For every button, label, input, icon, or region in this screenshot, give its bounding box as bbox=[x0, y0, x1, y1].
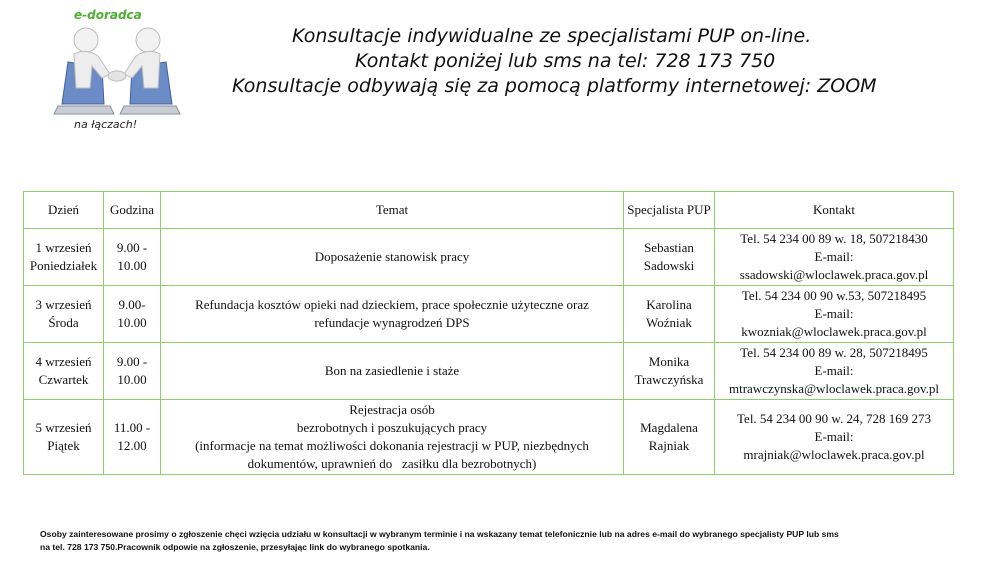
contact-cell: Tel. 54 234 00 90 w.53, 507218495 E-mail: kwozniak@wloclawek.praca.gov.pl bbox=[715, 286, 954, 343]
table-row bbox=[24, 229, 954, 286]
day-cell: 4 wrzesień Czwartek bbox=[24, 343, 104, 400]
footer-note bbox=[40, 528, 980, 554]
header-topic: Temat bbox=[161, 192, 624, 229]
header-line-2: Kontakt poniżej lub sms na tel: 728 173 750 bbox=[355, 50, 776, 72]
header-line-3: Konsultacje odbywają się za pomocą platformy internetowej: ZOOM bbox=[232, 75, 877, 97]
footer-line-2: na tel. 728 173 750.Pracownik odpowie na zgłoszenie, przesyłając link do wybranego spotkania. bbox=[40, 542, 430, 552]
handshake-laptops-icon bbox=[44, 26, 190, 118]
email-link[interactable]: ssadowski@wloclawek.praca.gov.pl bbox=[739, 267, 929, 282]
hour-cell: 9.00 - 10.00 bbox=[104, 229, 161, 286]
footer-line-1: Osoby zainteresowane prosimy o zgłoszenie chęci wzięcia udziału w konsultacji w wybranym terminie i na wskazany temat telefonicznie lub na adres e-mail do wybranego specjalisty PUP lub sms bbox=[40, 529, 839, 539]
specialist-cell: Karolina Woźniak bbox=[624, 286, 715, 343]
table-row bbox=[24, 400, 954, 475]
specialist-cell: Sebastian Sadowski bbox=[624, 229, 715, 286]
table-header-row bbox=[24, 192, 954, 229]
hour-cell: 11.00 - 12.00 bbox=[104, 400, 161, 475]
table-row bbox=[24, 343, 954, 400]
topic-cell: Refundacja kosztów opieki nad dzieckiem, prace społecznie użyteczne oraz refundacje wynagrodzeń DPS bbox=[161, 286, 624, 343]
email-link[interactable]: kwozniak@wloclawek.praca.gov.pl bbox=[741, 324, 927, 339]
hour-cell: 9.00 - 10.00 bbox=[104, 343, 161, 400]
e-doradca-logo bbox=[44, 8, 190, 138]
page-header bbox=[200, 24, 1000, 99]
specialist-cell: Monika Trawczyńska bbox=[624, 343, 715, 400]
day-cell: 5 wrzesień Piątek bbox=[24, 400, 104, 475]
email-link[interactable]: mtrawczynska@wloclawek.praca.gov.pl bbox=[728, 381, 940, 396]
logo-subtitle: na łączach! bbox=[74, 118, 138, 131]
logo-title: e-doradca bbox=[74, 8, 142, 22]
header-day: Dzień bbox=[24, 192, 104, 229]
hour-cell: 9.00- 10.00 bbox=[104, 286, 161, 343]
contact-cell: Tel. 54 234 00 90 w. 24, 728 169 273 E-mail: mrajniak@wloclawek.praca.gov.pl bbox=[715, 400, 954, 475]
day-cell: 3 wrzesień Środa bbox=[24, 286, 104, 343]
header-line-1: Konsultacje indywidualne ze specjalistami PUP on-line. bbox=[292, 25, 812, 47]
email-link[interactable]: mrajniak@wloclawek.praca.gov.pl bbox=[743, 447, 925, 462]
topic-cell: Doposażenie stanowisk pracy bbox=[161, 229, 624, 286]
header-hour: Godzina bbox=[104, 192, 161, 229]
contact-cell: Tel. 54 234 00 89 w. 28, 507218495 E-mail: mtrawczynska@wloclawek.praca.gov.pl bbox=[715, 343, 954, 400]
contact-cell: Tel. 54 234 00 89 w. 18, 507218430 E-mail: ssadowski@wloclawek.praca.gov.pl bbox=[715, 229, 954, 286]
header-contact: Kontakt bbox=[715, 192, 954, 229]
consultation-schedule-table bbox=[23, 191, 954, 475]
header-specialist: Specjalista PUP bbox=[624, 192, 715, 229]
specialist-cell: Magdalena Rajniak bbox=[624, 400, 715, 475]
topic-cell: Rejestracja osób bezrobotnych i poszukujących pracy (informacje na temat możliwości dokonania rejestracji w PUP, niezbędnych dokumentów, uprawnień do zasiłku dla bezrobotnych) bbox=[161, 400, 624, 475]
day-cell: 1 wrzesień Poniedziałek bbox=[24, 229, 104, 286]
table-row bbox=[24, 286, 954, 343]
topic-cell: Bon na zasiedlenie i staże bbox=[161, 343, 624, 400]
